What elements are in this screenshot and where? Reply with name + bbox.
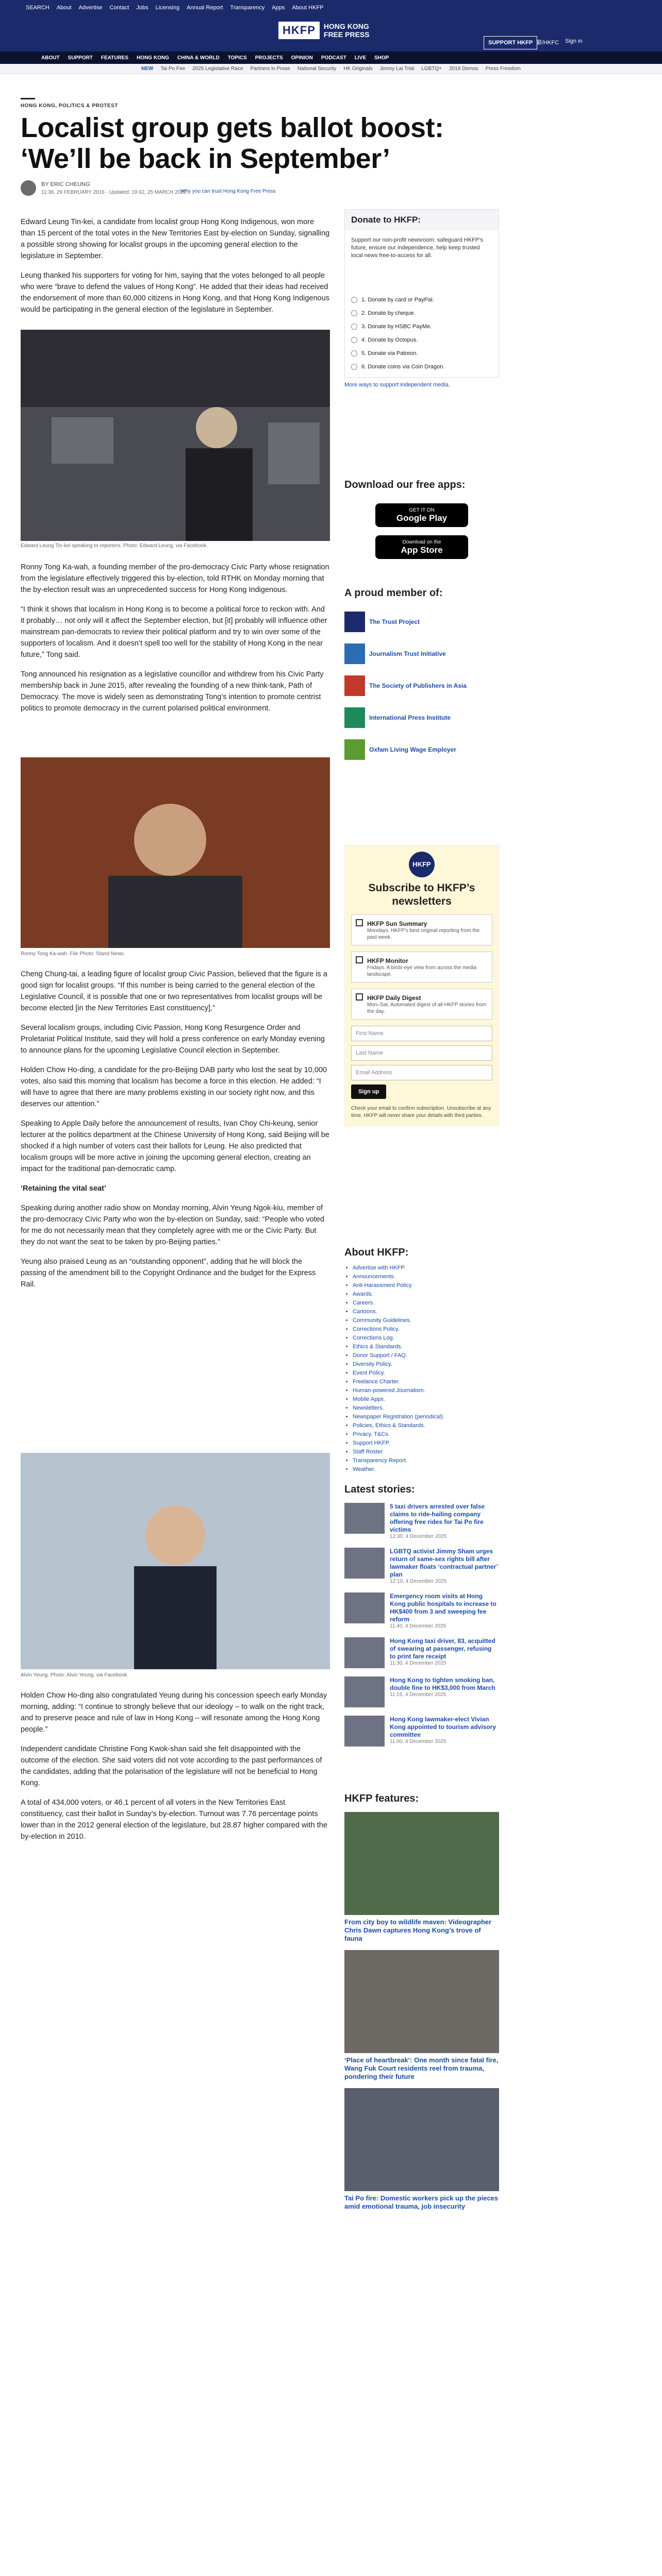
topbar-link[interactable]: Annual Report: [187, 5, 223, 11]
story-item[interactable]: LGBTQ activist Jimmy Sham urges return of same-sex rights bill after lawmaker floats ‘contractual partner’ plan 12:10, 4 December 2025: [344, 1548, 499, 1584]
email-field[interactable]: Email Address: [351, 1065, 492, 1080]
story-item[interactable]: 5 taxi drivers arrested over false claims to ride-hailing company offering free rides for Tai Po fire victims 12:30, 4 December 2025: [344, 1503, 499, 1539]
site-logo[interactable]: [278, 22, 370, 39]
about-link[interactable]: • Mobile Apps.: [353, 1395, 499, 1404]
about-link[interactable]: • Cartoons.: [353, 1308, 499, 1316]
paragraph: Leung thanked his supporters for voting for him, saying that the votes belonged to all people who were “brave to defend the values of Hong Kong”. He added that their ideas had received the endorsement of more than 60,000 citizens in Hong Kong, and that Hong Kong Indigenous would be participating in the general election of the legislature in September.: [21, 272, 329, 314]
radio-icon: [351, 297, 357, 303]
site-header: [0, 15, 662, 52]
story-thumbnail: [344, 1637, 385, 1668]
donate-option[interactable]: 5. Donate via Patreon.: [351, 350, 492, 357]
member-oxfam[interactable]: Oxfam Living Wage Employer: [344, 739, 499, 760]
photo-illustration: [21, 1453, 330, 1669]
radio-icon: [351, 310, 357, 316]
paragraph: Speaking during another radio show on Monday morning, Alvin Yeung Ngok-kiu, member of the pro-democracy Civic Party who won the by-election on Sunday, said: “People who voted for me do not necessarily mean that they completely agree with me or the Civic Party. But they do not want the seat to be taken by pro-Beijing parties.”: [21, 1204, 324, 1246]
trust-link[interactable]: Why you can trust Hong Kong Free Press: [180, 189, 276, 194]
checkbox-icon: [356, 919, 363, 926]
topbar-link[interactable]: Transparency: [230, 5, 265, 11]
member-sopa[interactable]: The Society of Publishers in Asia: [344, 675, 499, 696]
donate-option[interactable]: 3. Donate by HSBC PayMe.: [351, 324, 492, 330]
paragraph: Edward Leung Tin-kei, a candidate from localist group Hong Kong Indigenous, won more than 15 percent of the total votes in the New Territories East by-election on Sunday, signalling a possible strong showing for localist groups in the upcoming general election to the legislature in September.: [21, 218, 330, 260]
about-link[interactable]: • Diversity Policy.: [353, 1360, 499, 1369]
topbar-link[interactable]: Contact: [109, 5, 129, 11]
article-title: Localist group gets ballot boost: ‘We’ll be back in September’: [21, 112, 444, 174]
about-box: [344, 1247, 499, 1474]
newsletter-logo: HKFP: [409, 852, 435, 877]
trending-link[interactable]: Jimmy Lai Trial: [379, 66, 415, 72]
topbar-link[interactable]: Advertise: [78, 5, 103, 11]
donate-box: [344, 209, 499, 388]
title-rule: [21, 98, 35, 99]
latest-title: Latest stories:: [344, 1484, 415, 1495]
search-link[interactable]: SEARCH: [26, 5, 49, 11]
latest-stories: [344, 1484, 499, 1755]
photo-illustration: [21, 330, 330, 541]
paragraph: A total of 434,000 voters, or 46.1 percent of all voters in the New Territories East constituency, cast their ballot in Sunday’s by-election. Turnout was 7.76 percentage points lower than in the 2012 general election of the legislature, but 28.87 higher compared with the by-election in 2010.: [21, 1799, 327, 1841]
google-play-badge[interactable]: GET IT ON Google Play: [375, 503, 468, 527]
subheading: ‘Retaining the vital seat’: [21, 1184, 106, 1193]
topbar-link[interactable]: Apps: [272, 5, 285, 11]
about-link[interactable]: • Announcements.: [353, 1273, 499, 1281]
paragraph: Holden Chow Ho-ding, a candidate for the pro-Beijing DAB party who lost the seat by 10,000 votes, also said this morning that localism has become a force in this election. He added: “I will have to agree that there are many problems existing in our society right now, and this deserves our attention.”: [21, 1066, 327, 1108]
trending-link[interactable]: Press Freedom: [485, 66, 521, 72]
nav-item[interactable]: FEATURES: [101, 55, 129, 61]
paragraph: Independent candidate Christine Fong Kwok-shan said she felt disappointed with the outcome of the election. She said voters did not vote according to the past performances of the candidates, adding that the polarisation of the legislature will not be beneficial to Hong Kong.: [21, 1745, 322, 1787]
feature-title[interactable]: Tai Po fire: Domestic workers pick up the pieces amid emotional trauma, job insecurity: [344, 2194, 499, 2210]
feature-image[interactable]: [344, 1812, 499, 1915]
story-thumbnail: [344, 1716, 385, 1747]
article-dates: 11:36, 29 FEBRUARY 2016 · Updated: 19:42, 25 MARCH 2020: [41, 190, 187, 195]
about-link[interactable]: • Policies, Ethics & Standards.: [353, 1421, 499, 1430]
logo-line2: FREE PRESS: [323, 30, 370, 39]
about-list: [344, 1264, 499, 1474]
story-item[interactable]: Hong Kong to tighten smoking ban, double fine to HK$3,000 from March 11:15, 4 December 2025: [344, 1676, 499, 1707]
donate-option[interactable]: 6. Donate coins via Coin Dragon.: [351, 364, 492, 370]
nav-item[interactable]: PROJECTS: [255, 55, 283, 61]
nav-item[interactable]: ABOUT: [41, 55, 60, 61]
article-body-3: [21, 969, 330, 1298]
article-photo-yeung: [21, 1453, 330, 1669]
article-photo-leung: [21, 330, 330, 541]
radio-icon: [351, 324, 357, 330]
donate-title: Donate to HKFP:: [345, 210, 499, 230]
feature-image[interactable]: [344, 2088, 499, 2191]
top-utility-bar: [0, 0, 662, 15]
about-link[interactable]: • Awards.: [353, 1290, 499, 1299]
about-link[interactable]: • Staff Roster.: [353, 1448, 499, 1456]
trending-bar: [0, 64, 662, 74]
donate-text[interactable]: Support our non-profit newsroom: safeguard HKFP’s future, ensure our independence, help keep trusted local news free-to-access for all.: [351, 237, 483, 259]
paragraph: Cheng Chung-tai, a leading figure of localist group Civic Passion, believed that the figure is a good sign for localist groups. “If this number is being carried to the general election of the Legislative Council, it is possible that one or two representatives from localist groups will be become elected [in the New Territories East constituency],”: [21, 970, 327, 1012]
radio-icon: [351, 364, 357, 370]
newsletter-option[interactable]: HKFP Monitor Fridays. A birds-eye view from across the media landscape.: [351, 952, 492, 982]
feature-image[interactable]: [344, 1950, 499, 2053]
paragraph: Tong announced his resignation as a legislative councillor and withdrew from his Civic Party membership back in June 2015, after revealing the founding of a new think-tank, Path of Democracy. The move is widely seen as demonstrating Tong’s intention to promote centrist politics to promote democracy in the current polarised political environment.: [21, 670, 324, 713]
hkfp-features: [344, 1793, 499, 2218]
paragraph: Yeung also praised Leung as an “outstanding opponent”, adding that he will block the passing of the amendment bill to the Copyright Ordinance and the budget for the Express Rail.: [21, 1258, 316, 1289]
paragraph: Holden Chow Ho-ding also congratulated Yeung during his concession speech early Monday morning, adding: “I continue to strongly believe that our ideology – to walk on the right track, and to preserve peace and rule of law in Hong Kong – will resonate among the Hong Kong people.”: [21, 1691, 327, 1734]
apps-title: Download our free apps:: [344, 479, 466, 490]
about-link[interactable]: • Human-powered Journalism.: [353, 1386, 499, 1395]
newsletter-option[interactable]: HKFP Sun Summary Mondays. HKFP’s best original reporting from the past week.: [351, 914, 492, 945]
sign-in-link[interactable]: Sign in: [565, 38, 583, 44]
nav-item[interactable]: LIVE: [354, 55, 367, 61]
signup-button[interactable]: Sign up: [351, 1084, 386, 1099]
about-link[interactable]: • Donor Support / FAQ.: [353, 1351, 499, 1360]
about-link[interactable]: • Weather.: [353, 1465, 499, 1474]
author-avatar: [21, 180, 36, 196]
member-title: A proud member of:: [344, 587, 443, 599]
newsletter-box: [344, 845, 499, 1126]
about-link[interactable]: • Transparency Report.: [353, 1456, 499, 1465]
trending-link[interactable]: National Security: [297, 66, 337, 72]
donate-option[interactable]: 4. Donate by Octopus.: [351, 337, 492, 343]
paragraph: Several localism groups, including Civic Passion, Hong Kong Resurgence Order and Proletariat Political Institute, said they will hold a press conference on early Monday evening to announce plans for the upcoming Legislative Council election in September.: [21, 1024, 325, 1055]
radio-icon: [351, 350, 357, 357]
article-photo-tong: [21, 757, 330, 948]
story-item[interactable]: Hong Kong taxi driver, 83, acquitted of swearing at passenger, refusing to print fare receipt 11:30, 4 December 2025: [344, 1637, 499, 1668]
photo-illustration: [21, 757, 330, 948]
story-thumbnail: [344, 1592, 385, 1623]
trending-link[interactable]: 2019 Demos: [449, 66, 478, 72]
topbar-link[interactable]: About: [56, 5, 72, 11]
topbar-link[interactable]: Jobs: [136, 5, 148, 11]
member-trust-project[interactable]: The Trust Project: [344, 612, 499, 632]
nav-item[interactable]: SHOP: [374, 55, 389, 61]
story-item[interactable]: Hong Kong lawmaker-elect Vivian Kong appointed to tourism advisory committee 11:00, 4 December 2025: [344, 1716, 499, 1747]
trust-project-logo: [344, 612, 365, 632]
nav-item[interactable]: HONG KONG: [137, 55, 169, 61]
newsletter-title: Subscribe to HKFP’s newsletters: [368, 882, 475, 907]
paragraph: “I think it shows that localism in Hong Kong is to become a political force to reckon with. And it probably… not only will it affect the September election, but [it] probably will influence other mainstream pan-democrats to review their political platform and try to win over some of the supporters of localism. And it doesn’t spell too well for the stability of Hong Kong in the near future,” Tong said.: [21, 605, 327, 659]
about-link[interactable]: • Careers.: [353, 1299, 499, 1308]
topbar-link[interactable]: About HKFP: [292, 5, 324, 11]
radio-icon: [351, 337, 357, 343]
author-name[interactable]: BY ERIC CHEUNG: [41, 181, 90, 188]
logo-line1: HONG KONG: [323, 22, 369, 30]
topbar-link[interactable]: Licensing: [155, 5, 180, 11]
member-jti[interactable]: Journalism Trust Initiative: [344, 643, 499, 664]
newsletter-option[interactable]: HKFP Daily Digest Mon–Sat. Automated digest of all HKFP stories from the day.: [351, 989, 492, 1020]
ipi-logo: [344, 707, 365, 728]
jti-logo: [344, 643, 365, 664]
membership-box: [344, 587, 499, 771]
story-thumbnail: [344, 1548, 385, 1579]
feature-title[interactable]: ‘Place of heartbreak’: One month since fatal fire, Wang Fuk Court residents reel from trauma, pondering their future: [344, 2056, 499, 2080]
donate-option[interactable]: 2. Donate by cheque.: [351, 310, 492, 316]
trending-link[interactable]: LGBTQ+: [421, 66, 442, 72]
article-body-4: [21, 1690, 330, 1851]
nav-item[interactable]: CHINA & WORLD: [177, 55, 220, 61]
about-link[interactable]: • Support HKFP.: [353, 1439, 499, 1448]
language-switch[interactable]: 繁/HKFC: [536, 40, 559, 46]
story-thumbnail: [344, 1676, 385, 1707]
support-button[interactable]: SUPPORT HKFP: [484, 36, 537, 49]
photo-caption: Ronny Tong Ka-wah. File Photo: Stand News.: [21, 951, 125, 957]
logo-mark: HKFP: [278, 22, 320, 39]
app-store-badge[interactable]: Download on the App Store: [375, 535, 468, 559]
first-name-field[interactable]: First Name: [351, 1026, 492, 1041]
member-ipi[interactable]: International Press Institute: [344, 707, 499, 728]
about-link[interactable]: • Advertise with HKFP.: [353, 1264, 499, 1273]
about-link[interactable]: • Privacy, T&Cs.: [353, 1430, 499, 1439]
main-nav: [0, 52, 662, 64]
about-link[interactable]: • Event Policy.: [353, 1369, 499, 1378]
more-ways-link[interactable]: More ways to support independent media.: [344, 382, 450, 388]
story-item[interactable]: Emergency room visits at Hong Kong public hospitals to increase to HK$400 from 3 and sweeping fee reform 11:40, 4 December 2025: [344, 1592, 499, 1629]
sopa-logo: [344, 675, 365, 696]
oxfam-logo: [344, 739, 365, 760]
about-link[interactable]: • Newsletters.: [353, 1404, 499, 1413]
about-link[interactable]: • Corrections Policy.: [353, 1325, 499, 1334]
features-title: HKFP features:: [344, 1793, 419, 1804]
article-category[interactable]: HONG KONG, POLITICS & PROTEST: [21, 103, 118, 109]
about-title: About HKFP:: [344, 1247, 409, 1258]
last-name-field[interactable]: Last Name: [351, 1045, 492, 1061]
checkbox-icon: [356, 993, 363, 1001]
nav-item[interactable]: PODCAST: [321, 55, 346, 61]
photo-caption: Alvin Yeung. Photo: Alvin Yeung, via Facebook.: [21, 1672, 129, 1678]
trending-link[interactable]: HK Originals: [343, 66, 373, 72]
article-body-2: [21, 562, 330, 722]
about-link[interactable]: • Freelance Charter.: [353, 1378, 499, 1386]
about-link[interactable]: • Corrections Log.: [353, 1334, 499, 1343]
nav-item[interactable]: OPINION: [291, 55, 313, 61]
about-link[interactable]: • Community Guidelines.: [353, 1316, 499, 1325]
paragraph: Speaking to Apple Daily before the announcement of results, Ivan Choy Chi-keung, senior lecturer at the politics department at the Chinese University of Hong Kong, said Beijing will be shocked if a high number of voters cast their ballots for Leung. He also predicted that localism groups will be more active in joining the upcoming general election, creating an impact for the traditional pan-democratic camp.: [21, 1120, 329, 1173]
new-label: NEW: [141, 66, 154, 72]
paragraph: Ronny Tong Ka-wah, a founding member of the pro-democracy Civic Party whose resignation from the legislature effectively triggered this by-election, told RTHK on Monday morning that the by-election result was an unprecedented success for Hong Kong Indigenous.: [21, 563, 329, 594]
about-link[interactable]: • Ethics & Standards.: [353, 1343, 499, 1351]
trending-link[interactable]: 2025 Legislative Race: [192, 66, 243, 72]
donate-option[interactable]: 1. Donate by card or PayPal.: [351, 297, 492, 303]
feature-title[interactable]: From city boy to wildlife maven: Videographer Chris Dawn captures Hong Kong’s trove of fauna: [344, 1918, 492, 1942]
about-link[interactable]: • Anti-Harassment Policy.: [353, 1281, 499, 1290]
about-link[interactable]: • Newspaper Registration (periodical).: [353, 1413, 499, 1421]
article-body-1: [21, 216, 330, 324]
nav-item[interactable]: SUPPORT: [68, 55, 93, 61]
newsletter-note: Check your email to confirm subscription. Unsubscribe at any time. HKFP will never share your details with third parties.: [351, 1106, 491, 1118]
nav-item[interactable]: TOPICS: [227, 55, 247, 61]
trending-link[interactable]: Tai Po Fire: [160, 66, 186, 72]
apps-box: [344, 479, 499, 559]
checkbox-icon: [356, 956, 363, 963]
trending-link[interactable]: Partners in Prose: [250, 66, 290, 72]
photo-caption: Edward Leung Tin-kei speaking to reporters. Photo: Edward Leung, via Facebook.: [21, 543, 208, 549]
story-thumbnail: [344, 1503, 385, 1534]
